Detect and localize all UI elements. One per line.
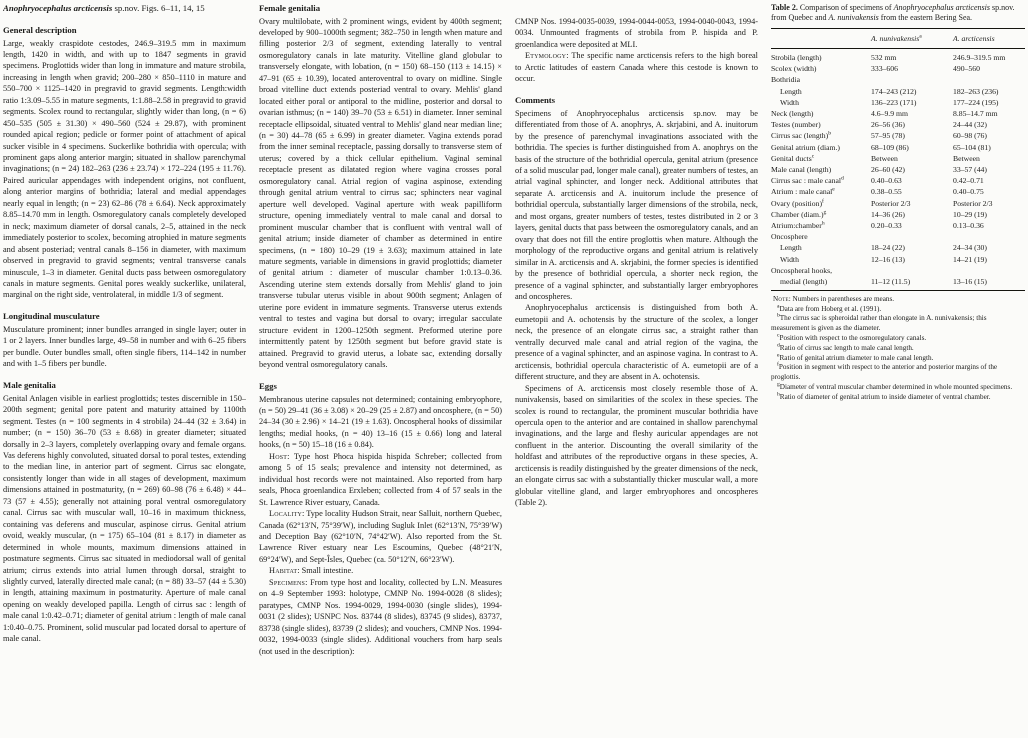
row-value-2: 60–98 (76) [953,131,987,141]
row-label: Neck (length) [771,109,814,119]
column-header-arcticensis-name: A. arcticensis [953,33,995,43]
table-row-atrium-chamber-ratio [771,220,1025,231]
row-value-1: 11–12 (11.5) [871,277,911,287]
table-footnotes [771,291,1025,402]
specimens-text: : From type host and locality, collected by L.N. Measures on 4–9 September 1993: holotype, CMNP No. 1994-0028 (8 slides); paratypes, CMNP Nos. 1994-0029, 1994-0030 (single slides), 1994-0031 (2 slides); USNPC Nos. 83744 (8 slides), 83745 (9 slides), 83737, 83738 (single slides), 83739 (2 slides); and vouchers, CMNP Nos. 1994-0032, 1994-0033 (single slides). Additional vouchers from harp seals (not used in the description): [259,577,502,656]
row-value-1 [871,74,953,85]
etymology-label: Etymology [525,51,567,61]
row-value-1: 0.20–0.33 [871,221,902,231]
host-label: Host [269,451,288,461]
caption-text-3: from the eastern Bering Sea. [878,13,973,23]
table-2-label: Table 2. [771,3,798,12]
footnote-note [771,295,1025,305]
row-label: Male canal (length) [771,165,832,175]
footnote-text: Ratio of diameter of genital atrium to inside diameter of ventral chamber. [779,392,991,401]
footnote-g [771,383,1025,393]
footnote-sup: c [777,332,780,339]
row-value-2: 65–104 (81) [953,142,991,152]
footnote-b [771,314,1025,334]
footnote-sup: h [777,391,780,398]
row-value-1: 0.40–0.63 [871,176,902,186]
row-label: Cirrus sac (length)$^b$ [771,130,832,141]
footnote-sup: f [777,361,779,368]
row-value-1: 0.38–0.55 [871,187,902,197]
row-value-1: 18–24 (22) [871,243,905,253]
table-row-strobila [771,52,1025,63]
row-value-1: 68–109 (86) [871,142,909,152]
text-column-3 [515,2,758,738]
row-value-2 [953,74,1025,85]
footnote-f [771,363,1025,383]
heading-longitudinal-musculature: Longitudinal musculature [3,311,100,322]
text-column-1 [3,2,246,738]
row-label: Bothridia [771,75,801,85]
table-row-bothridia-length [771,86,1025,97]
row-value-1: 4.6–9.9 mm [871,109,908,119]
caption-text-2: sp.nov. from Quebec and [771,3,1015,23]
row-value-1 [871,231,953,242]
footnote-text: Data are from Hoberg et al. (1991). [779,304,882,313]
row-label: Oncosphere [771,232,808,242]
row-value-2: 24–34 (30) [953,243,987,253]
paragraph-comments-2: Anophryocephalus arcticensis is distinguished from both A. eumetopii and A. ochotensis by the structure of the scolex, a longer neck, the presence of an elongate cirrus sac, a straight rather than ventrally decurved male canal and atrial region of the vagina, the presence of a vaginal sphincter, and an aspinose vagina. In contrast to A. arcticensis, bothridial opercula characteristic of A. eumetopii are of a different structure, and they are absent in A. ochotensis. [515,303,758,382]
paragraph-female-genitalia: Ovary multilobate, with 2 prominent wings, evident by 400th segment; developed by 900–1000th segment; 382–750 in length when mature and filling posterior 2/3 of segment, extending laterally to ventral osmoregulatory canals in late maturity. Vitelline gland globular to transversely elongate, with lobation, (n = 150) 68–150 (113 ± 14.15) × 47–91 (65 ± 10.39), located anteroventral to ovary on midline. Single broad vitelline duct extends posteriad ventral to ovary. Mehlis' gland located either poral or antiporal to the midline, posterior and dorsal to ovarian isthmus; (n = 140) 39–70 (53 ± 6.51) in diameter. Inner seminal receptacle ellipsoidal, situated ventral to Mehlis' gland near median line; (n = 30) 44–78 (65 ± 6.99) in greater diameter. Vagina extends porad from the inner seminal receptacle, passing dorsally to transverse stem of uterus; covered by a thick cellular epithelium. Vaginal seminal receptacle present as dilatated region where vagina crosses poral osmoregulatory canal. Atrial region of vagina aspinose, extending through genital atrium ventral to cirrus sac; sphincters near vaginal aperture well developed. Vaginal aperture with weak papilliform structure, opening immediately ventral to male canal and dorsal to prominent muscular chamber that is confluent with ventral wall of genital atrium; inside diameter of chamber as determined in entire specimens, (n = 180) 10–29 (19 ± 3.63); maximum attained in late mature segments, variable in dimensions in gravid proglottids; diameter of genital atrium : diameter of muscular chamber 1:0.13–0.36. Ascending uterine stem extends dorsally from Mehlis' gland to join transverse tubular uterus visible in about 900th segment; Anlagen of uterine pore evident in immature segments. Transverse uterus extends ventral to testes and vagina but dorsal to ovary; irregular sacculate structure evident in 1200–1250th segment. Preformed uterine pore intermittently patent by 1250th segment but before gravid state is attained. Pregravid to gravid uterus, a lobate sac, extending dorsally beyond ventral osmoregulatory canals. [259,16,502,370]
footnote-sup: b [777,312,780,319]
locality-label: Locality [269,509,302,519]
row-value-2 [953,231,1025,242]
table-row-chamber [771,209,1025,220]
table-row-testes [771,119,1025,130]
table-header-row [771,28,1025,49]
footnote-text: Ratio of genital atrium diameter to male canal length. [779,353,934,362]
caption-text-1: Comparison of specimens of [797,3,894,12]
row-value-2: 0.42–0.71 [953,176,984,186]
row-value-1: Posterior 2/3 [871,198,911,208]
locality-text: : Type locality Hudson Strait, near Salluit, northern Quebec, Canada (62°13′N, 75°39′W), including Sugluk Inlet (62°13′N, 75°39′W) and Deception Bay (62°10′N, 74°42′W). Also reported from the St. Lawrence River estuary near Les Escoumins, Quebec (48°21′N, 69°24′W), and Sept-Îsles, Quebec (ca. 50°12′N, 66°23′W). [259,509,502,564]
row-value-1: Between [871,153,898,163]
row-value-1 [871,265,953,276]
paragraph-comments-1: Specimens of Anophryocephalus arcticensis sp.nov. may be differentiated from those of A. anophrys, A. skrjabini, and A. inuitorum by the presence of parenchymal invaginations associated with the bothridia. The species is further distinguished from A. anophrys on the basis of the structure of the bothridial opercula, genital atrium (presence of a solid muscular pad, longer male canal), greater numbers of testes, an atrial vaginal sphincter, and longer neck. Additional attributes that separate A. arcticensis and A. inuitorum include the presence of bothridial opercula, substantially larger dimensions of the strobila, neck, and most organs, greater numbers of testes, testes distributed in 2 or 3 layers, genital ducts that pass between the osmoregulatory canals, and an ovary that does not fill the entire proglottis when mature. Although the morphology of the reproductive organs and genital atrium is relatively similar in A. arcticensis and A. skrjabini, the former species is identified by the presence of bothridial opercula, a shorter neck region, the presence of a vaginal sphincter, and substantially larger embryophores and oncospheres. [515,108,758,301]
table-row-genital-atrium [771,142,1025,153]
table-row-oncospheral-hooks [771,265,1025,276]
paragraph-eggs: Membranous uterine capsules not determined; containing embryophore, (n = 50) 29–41 (36 ± 3.08) × 20–29 (25 ± 2.87) and oncosphere, (n = 50) 24–34 (30 ± 2.96) × 14–21 (19 ± 1.63). Oncospheral hooks of dissimilar lengths; medial hooks, (n = 40) 13–16 (15 ± 0.66) long and lateral hooks, (n = 50) 15–18 (16 ± 0.84). [259,394,502,450]
row-value-2: 10–29 (19) [953,209,987,219]
row-label: Strobila (length) [771,53,822,63]
paragraph-male-genitalia: Genital Anlagen visible in earliest proglottids; testes discernible in 150–200th segment; genital pore patent and maturity attained by 1100th segment. Testes (n = 100 segments in 4 strobila) 24–44 (32 ± 3.64) in number; (n = 150) 36–70 (53 ± 8.68) in greater diameter; situated dorsally in 2–3 layers, completely overlapping ovary and female organs. Vas deferens highly convoluted, situated dorsal to poral testes, extending to the median line, in anterior part of segment. Cirrus sac elongate, consistently longer than wide in all stages of development, maximum dimensions attained in postmaturity, (n = 269) 60–98 (76 ± 6.48) × 44–73 (57 ± 4.55); generally not attaining poral ventral osmoregulatory canal. Cirrus sac with muscular wall, 10–16 in maximum thickness, containing vas deferens and muscular, aspinose cirrus. Genital atrium ovoid, weakly muscular, (n = 175) 65–104 (81 ± 8.17) in diameter as determined in whole mounts, maximum dimensions attained in postmature segments. Cirrus sac situated in mediodorsal wall of genital atrium; cirrus extends into atrial lumen through dorsal, straight to slightly curved, laterally directed male canal; (n = 88) 33–57 (44 ± 5.30) in length, attaining maximum in postmaturity. Aperture of male canal opening on weakly developed papilla. Length of cirrus sac : length of male canal 1:0.42–0.71; diameter of genital atrium : length of male canal 1:0.40–0.75. Prominent, solid muscular pad located dorsal to aperture of male canal. [3,393,246,644]
footnote-h [771,393,1025,403]
row-label: Genital ducts$^c$ [771,153,815,163]
table-row-neck [771,108,1025,119]
caption-species-2: A. nunivakensis [828,13,879,23]
footnote-a [771,305,1025,315]
footnote-text: Position with respect to the osmoregulatory canals. [779,333,927,342]
table-row-medial-hooks [771,276,1025,287]
footnote-d [771,344,1025,354]
row-label: Width [780,97,799,107]
row-label: Length [780,243,802,253]
row-label: Atrium : male canal$^e$ [771,186,835,197]
heading-general-description: General description [3,25,77,35]
table-row-bothridia [771,74,1025,85]
heading-male-genitalia: Male genitalia [3,380,56,391]
footnote-sup: a [777,303,780,310]
host-text: : Type host Phoca hispida hispida Schreber; collected from among 5 of 15 seals; prevalence and intensity not determined, as individual host records were not maintained. Also reported from harp seals, Phoca groenlandica Erxleben; collected from 4 of 57 seals in the St. Lawrence River estuary, Canada. [259,451,502,507]
table-row-ovary [771,198,1025,209]
specimens-label: Specimens [269,577,306,587]
table-row-cirrus-male-ratio [771,175,1025,186]
paragraph-specimens [259,577,502,657]
table-2-caption [771,3,1025,24]
footnote-sup: d [777,342,780,349]
paragraph-general-description: Large, weakly craspidote cestodes, 246.9–319.5 mm in maximum length, 1420 in width, and with up to 1847 segments in gravid specimens. Proglottids wider than long in immature and mature strobila, increasing in length when gravid; 200–280 × 850–1110 in mature and 550–700 × 1125–1420 in pregravid to gravid segments. Length:width ratio 1:3.09–5.55 in mature segments, 1:1.88–2.58 in pregravid to gravid segments. Scolex round to rectangular, slightly wider than long, (n = 6) 450–535 (505 ± 31.30) × 490–560 (524 ± 29.87), with prominent rounded apical region; pedicle or former point of attachment of apical sucker visible in 4 specimens. Suckerlike bothridia with opercula; with prominent gaps along anterior margin; situated in shallow parenchymal invaginations; (n = 24) 182–263 (236 ± 23.74) × 172–224 (195 ± 11.76). Paired auricular appendages with independent origins, not confluent, along anterior margins of bothridia; lateral and medial appendages nearly equal in length; (n = 23) 62–86 (78 ± 6.64). Neck approximately 8.85–14.70 mm in length. Osmoregulatory canals completely developed in neck; maximum diameter of dorsal canals, 2–5, attained in the neck immediately posterior to scolex, becoming atrophied in mature segments and absent posteriad; ventral canals 8–156 in diameter, with maximum observed in pregravid to gravid segments; ventral transverse canals minuscule, 1–3 in diameter. Genital ducts pass between osmoregulatory canals in mature segments. Genital pores weakly suckerlike, unilateral, marginal on the right side, ventrolateral, in middle 1/3 of segment. [3,38,246,300]
species-title [3,3,246,15]
heading-eggs: Eggs [259,381,277,392]
row-value-2: 33–57 (44) [953,165,987,175]
footnote-e [771,354,1025,364]
paragraph-habitat [259,565,502,576]
footnote-text: Ratio of cirrus sac length to male canal length. [779,343,914,352]
row-label: Width [780,254,799,264]
row-value-1: 12–16 (13) [871,254,905,264]
table-row-oncosphere-width [771,254,1025,265]
row-value-1: 57–95 (78) [871,131,905,141]
species-name: Anophryocephalus arcticensis [3,3,113,13]
row-value-1: 14–36 (26) [871,209,905,219]
footnote-text: The cirrus sac is spheroidal rather than elongate in A. nunivakensis; this measurement is given as the diameter. [771,314,987,333]
table-row-bothridia-width [771,97,1025,108]
footnote-note-label: Note [773,294,789,303]
row-label: Ovary (position)$^f$ [771,198,824,208]
row-label: Chamber (diam.)$^g$ [771,209,827,219]
table-body [771,49,1025,291]
row-value-2: 14–21 (19) [953,254,987,264]
footnote-c [771,334,1025,344]
row-value-2: 246.9–319.5 mm [953,53,1006,63]
paragraph-comments-3: Specimens of A. arcticensis most closely resemble those of A. nunivakensis, based on similarities of the scolex in these species. The scolex is round to rectangular, the prominent muscular bothridia have opercula open to the anterior and are contained in shallow parenchymal invaginations, and the large and fleshy auricular appendages are not confluent in the anterior. Discounting the overall similarity of the holdfast and attributes of the reproductive organs in these species, A. arcticensis is readily distinguished by the greater dimensions of the neck, an elongate cirrus sac with a substantially thicker muscular wall, a more globular vitelline gland, and larger embryophores and oncospheres (Table 2). [515,383,758,508]
row-label: Scolex (width) [771,64,817,74]
table-row-scolex [771,63,1025,74]
row-value-2: 182–263 (236) [953,86,999,96]
table-row-atrium-male-ratio [771,186,1025,197]
row-value-2: 177–224 (195) [953,97,999,107]
table-row-genital-ducts [771,153,1025,164]
row-value-2: 24–44 (32) [953,120,987,130]
row-label: Atrium:chamber$^h$ [771,220,825,231]
caption-species-1: Anophryocephalus arcticensis [893,3,990,12]
footnote-sup: e [777,352,780,359]
row-value-2: 0.40–0.75 [953,187,984,197]
table-2 [771,2,1027,738]
paragraph-specimens-continued: CMNP Nos. 1994-0035-0039, 1994-0044-0053, 1994-0040-0043, 1994-0034. Unmounted fragments of strobila from P. hispida and P. groenlandica were deposited at MLI. [515,17,758,49]
row-value-2 [953,265,1025,276]
paragraph-locality [259,508,502,565]
row-value-1: 532 mm [871,53,897,63]
paragraph-longitudinal-musculature: Musculature prominent; inner bundles arranged in single layer; outer in 1 or 2 layers. Inner bundles large, 49–58 in number and with 6–25 fibers per bundle. Outer bundles small, often single fibers, 114–142 in number and with 1–5 fibers per bundle. [3,324,246,369]
footnote-text: Diameter of ventral muscular chamber determined in whole mounted specimens. [779,382,1013,391]
row-value-1: 26–56 (36) [871,120,905,130]
column-header-nunivakensis-name: A. nunivakensis [871,33,920,43]
header-spacer [771,33,871,44]
row-value-1: 174–243 (212) [871,86,917,96]
row-value-1: 26–60 (42) [871,165,905,175]
species-title-rest: sp.nov. Figs. 6–11, 14, 15 [112,3,205,13]
footnote-text: Position in segment with respect to the anterior and posterior margins of the proglottis. [771,363,998,382]
footnote-sup: g [777,381,780,388]
footnote-note-text: : Numbers in parentheses are means. [788,294,895,303]
column-header-arcticensis [953,33,1025,44]
etymology-text: : The specific name arcticensis refers to the high boreal to Arctic latitudes of eastern Canada where this cestode is known to occur. [515,51,758,84]
row-value-1: 136–223 (171) [871,97,917,107]
row-label: Cirrus sac : male canal$^d$ [771,175,844,186]
paragraph-host [259,451,502,508]
row-value-2: 490–560 [953,64,980,74]
column-header-nunivakensis-sup: a [919,33,922,40]
heading-female-genitalia: Female genitalia [259,3,321,13]
row-value-2: Posterior 2/3 [953,198,993,208]
row-value-1: 333–606 [871,64,898,74]
heading-comments: Comments [515,95,556,106]
row-label: Testes (number) [771,120,821,130]
table-row-oncosphere-length [771,242,1025,253]
text-column-2 [259,2,502,738]
row-label: medial (length) [780,277,828,287]
row-value-2: 0.13–0.36 [953,221,984,231]
table-row-cirrus-sac [771,130,1025,141]
table-row-male-canal [771,164,1025,175]
row-value-2: 13–16 (15) [953,277,987,287]
habitat-label: Habitat [269,566,298,576]
row-value-2: Between [953,153,980,163]
column-header-nunivakensis [871,33,953,44]
row-label: Length [780,86,802,96]
habitat-text: : Small intestine. [297,566,354,576]
row-label: Genital atrium (diam.) [771,142,840,152]
paragraph-etymology [515,50,758,84]
table-row-oncosphere [771,231,1025,242]
row-value-2: 8.85–14.7 mm [953,109,998,119]
row-label: Oncospheral hooks, [771,265,833,275]
